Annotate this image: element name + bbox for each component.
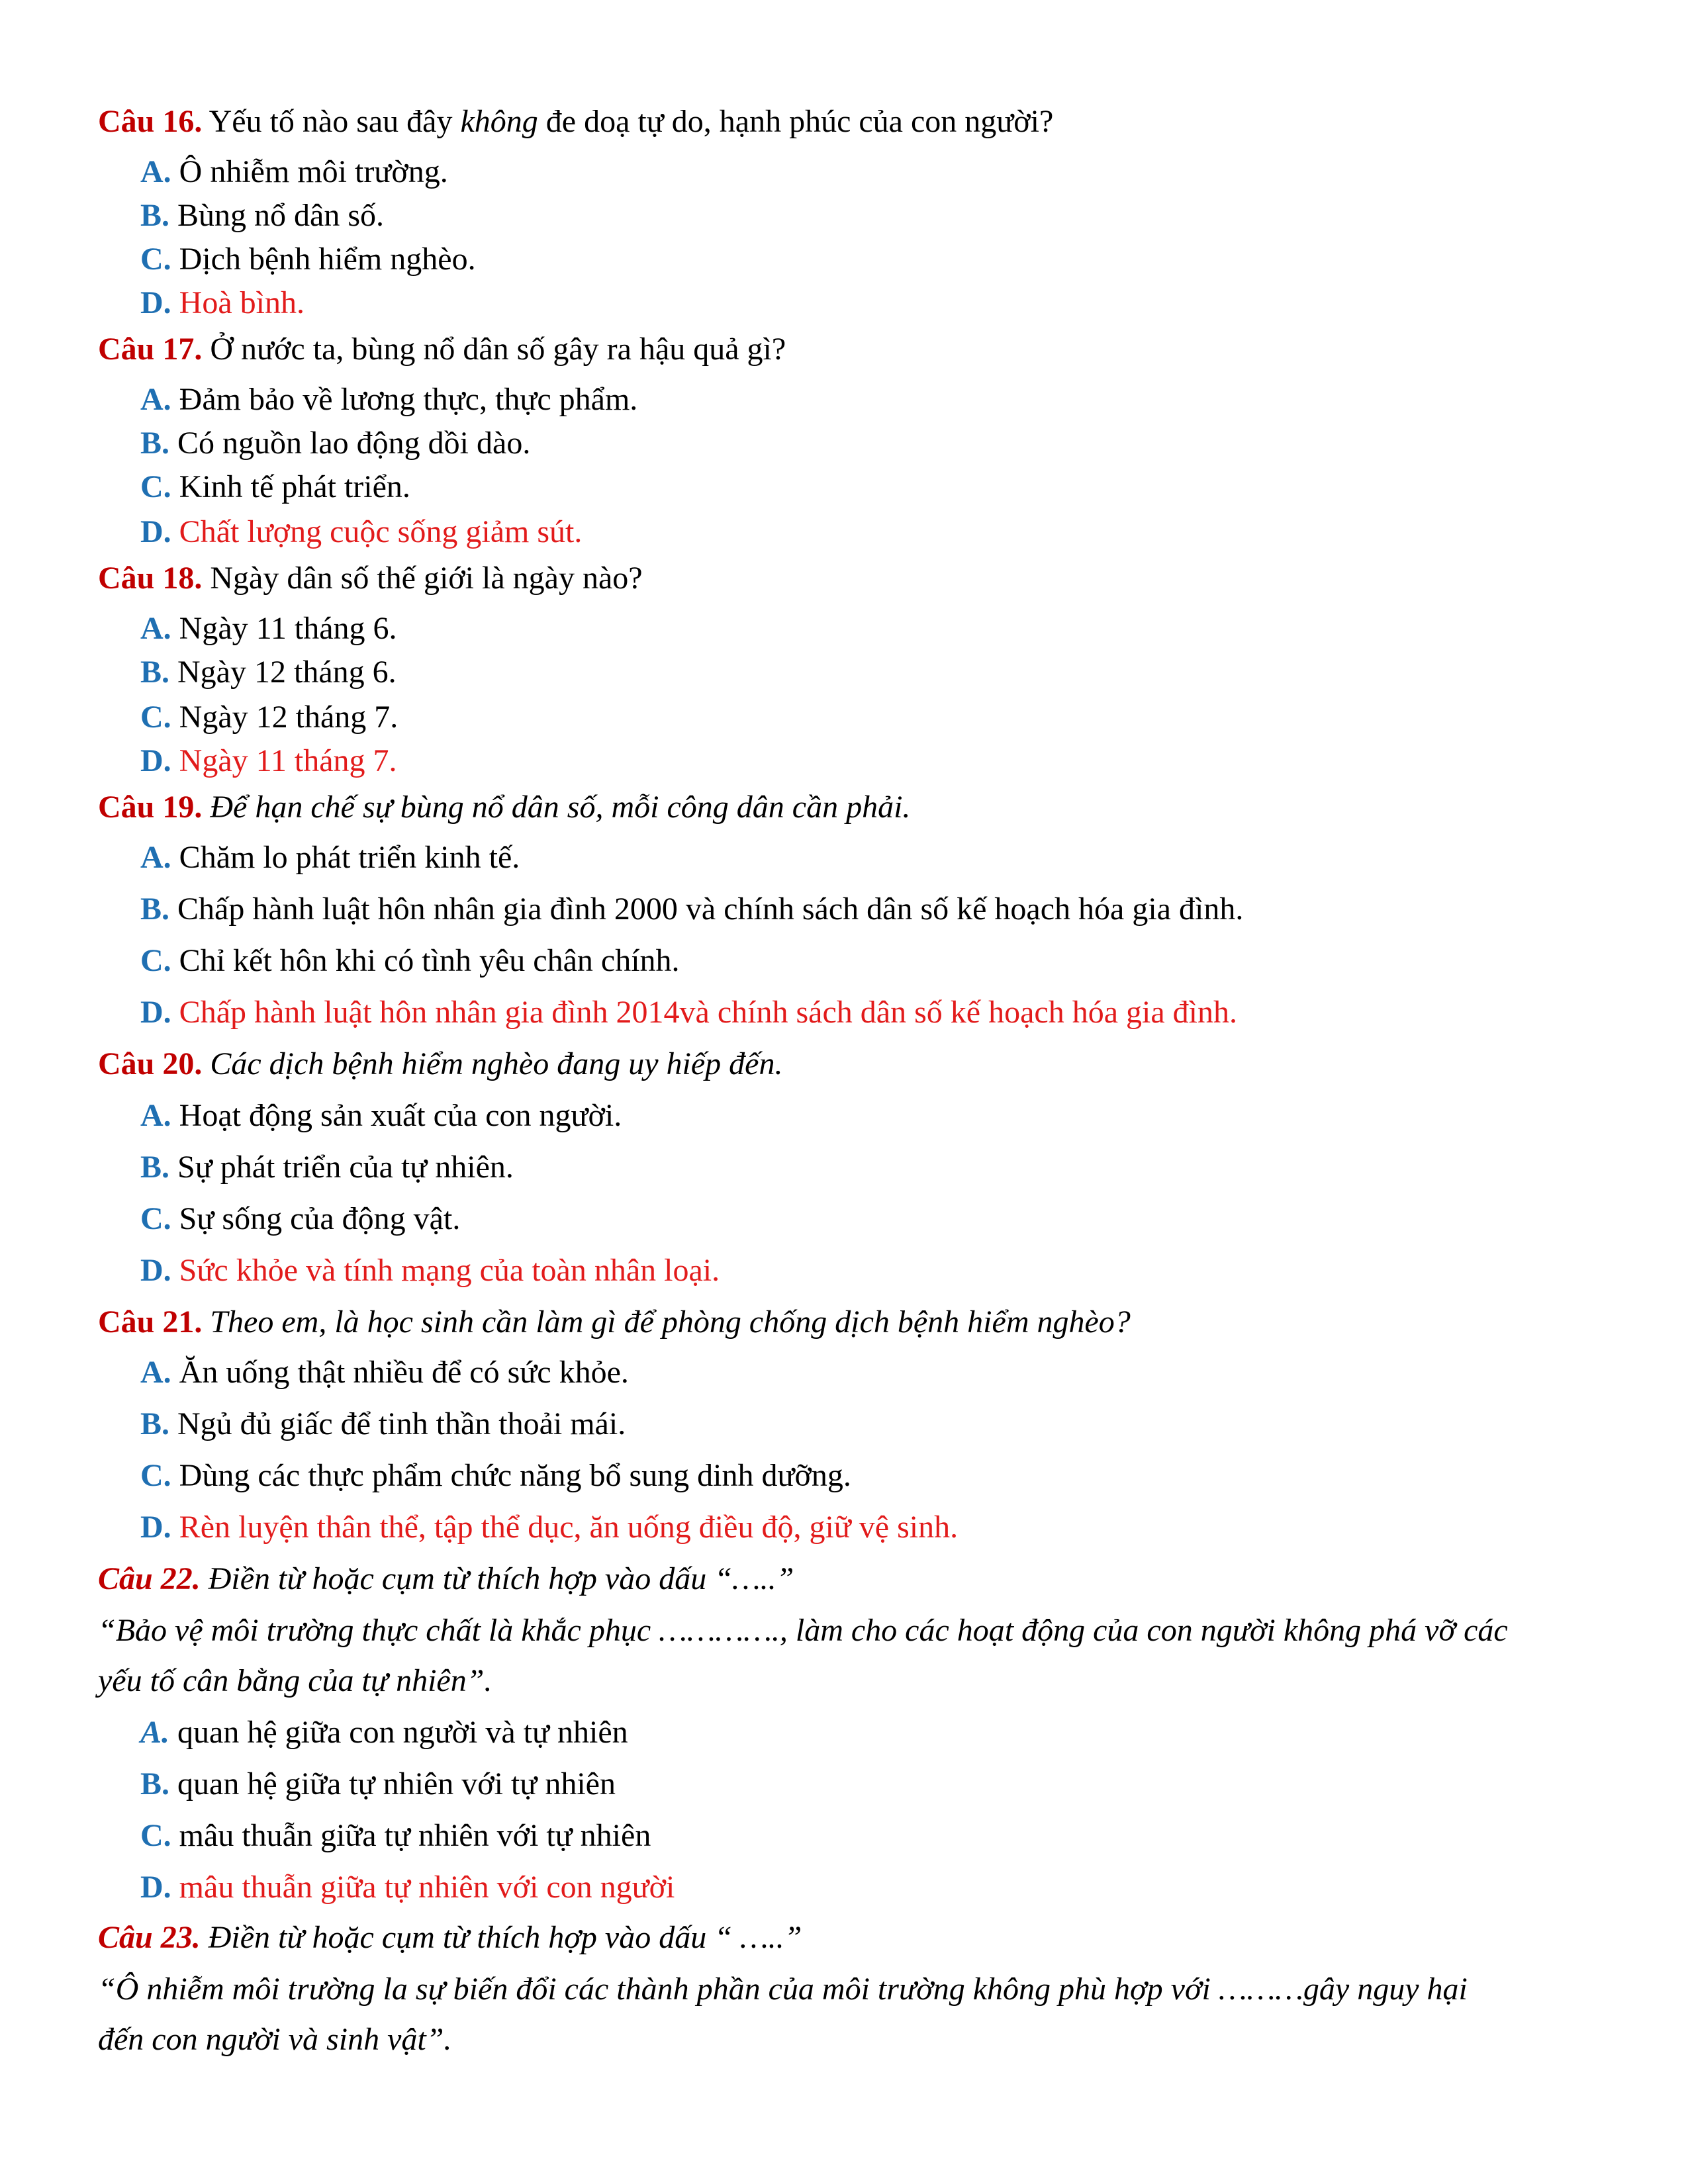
option-d-answer <box>140 516 582 548</box>
option-letter: C. <box>140 943 171 978</box>
question-16 <box>98 106 1053 138</box>
option-text: quan hệ giữa tự nhiên với tự nhiên <box>169 1766 616 1801</box>
question-17 <box>98 334 786 365</box>
question-label: Câu 17. <box>98 332 203 367</box>
question-18 <box>98 563 643 594</box>
option-text: Bùng nổ dân số. <box>169 198 385 233</box>
option-letter: A. <box>140 1098 171 1133</box>
option-text: Dùng các thực phẩm chức năng bổ sung dinh dưỡng. <box>171 1458 851 1493</box>
option-letter: C. <box>140 242 171 277</box>
question-text: Theo em, là học sinh cần làm gì để phòng chống dịch bệnh hiểm nghèo? <box>202 1304 1131 1340</box>
question-label: Câu 21. <box>98 1304 203 1340</box>
option-text: Dịch bệnh hiểm nghèo. <box>171 242 476 277</box>
option-letter: A. <box>140 1355 171 1390</box>
option-text: Chăm lo phát triển kinh tế. <box>171 840 520 875</box>
option-c <box>140 702 398 733</box>
option-letter: C. <box>140 1818 171 1853</box>
option-text: Ngày 12 tháng 7. <box>171 700 399 735</box>
question-text: đe doạ tự do, hạnh phúc của con người? <box>538 104 1054 139</box>
option-text: Kinh tế phát triển. <box>171 469 410 504</box>
option-a <box>140 1100 622 1132</box>
question-20 <box>98 1048 782 1080</box>
option-b <box>140 200 384 232</box>
question-text-emphasis: không <box>460 104 538 139</box>
option-text: Chỉ kết hôn khi có tình yêu chân chính. <box>171 943 680 978</box>
question-23 <box>98 1922 802 1954</box>
option-letter: D. <box>140 514 171 549</box>
option-b <box>140 1152 514 1183</box>
question-text: Các dịch bệnh hiểm nghèo đang uy hiếp đến. <box>202 1046 783 1081</box>
option-text: Sức khỏe và tính mạng của toàn nhân loại. <box>171 1253 720 1288</box>
option-letter: B. <box>140 655 170 690</box>
question-label: Câu 23. <box>98 1920 201 1955</box>
option-letter: D. <box>140 995 171 1030</box>
option-a <box>140 384 637 416</box>
option-a <box>140 156 448 188</box>
question-label: Câu 22. <box>98 1561 201 1596</box>
option-letter: C. <box>140 469 171 504</box>
option-letter: B. <box>140 1406 170 1441</box>
question-label: Câu 19. <box>98 790 203 825</box>
option-text: mâu thuẫn giữa tự nhiên với tự nhiên <box>171 1818 651 1853</box>
question-label: Câu 18. <box>98 561 203 596</box>
option-text: Chất lượng cuộc sống giảm sút. <box>171 514 583 549</box>
option-text: Ô nhiễm môi trường. <box>171 154 448 189</box>
option-letter: A. <box>140 154 171 189</box>
option-text: Ngủ đủ giấc để tinh thần thoải mái. <box>169 1406 626 1441</box>
option-text: Ngày 12 tháng 6. <box>169 655 397 690</box>
option-text: Sự sống của động vật. <box>171 1201 461 1236</box>
option-letter: B. <box>140 198 170 233</box>
option-c <box>140 945 680 977</box>
question-text: Yếu tố nào sau đây <box>202 104 461 139</box>
option-d-answer <box>140 1255 720 1287</box>
option-letter: A. <box>140 611 171 646</box>
option-text: Sự phát triển của tự nhiên. <box>169 1150 514 1185</box>
question-21 <box>98 1306 1131 1338</box>
option-text: Ngày 11 tháng 6. <box>171 611 397 646</box>
option-c <box>140 244 476 275</box>
option-text: quan hệ giữa con người và tự nhiên <box>169 1715 628 1750</box>
option-b <box>140 1408 626 1440</box>
option-letter: D. <box>140 285 171 320</box>
option-letter: A. <box>140 840 171 875</box>
option-a <box>140 613 397 645</box>
option-letter: C. <box>140 700 171 735</box>
question-text: Điền từ hoặc cụm từ thích hợp vào dấu “ …..” <box>200 1920 802 1955</box>
option-b <box>140 428 530 459</box>
option-c <box>140 471 410 503</box>
option-letter: C. <box>140 1201 171 1236</box>
option-letter: B. <box>140 891 170 927</box>
option-a <box>140 842 520 874</box>
option-letter: D. <box>140 1870 171 1905</box>
quote-line: đến con người và sinh vật”. <box>98 2022 452 2057</box>
option-letter: C. <box>140 1458 171 1493</box>
question-text: Để hạn chế sự bùng nổ dân số, mỗi công dân cần phải. <box>202 790 911 825</box>
option-letter: A. <box>140 1715 170 1750</box>
question-text: Điền từ hoặc cụm từ thích hợp vào dấu “…..” <box>200 1561 794 1596</box>
question-19 <box>98 792 910 823</box>
option-text: mâu thuẫn giữa tự nhiên với con người <box>171 1870 675 1905</box>
option-text: Có nguồn lao động dồi dào. <box>169 426 531 461</box>
option-a <box>140 1717 628 1749</box>
option-text: Hoà bình. <box>171 285 305 320</box>
question-text: Ở nước ta, bùng nổ dân số gây ra hậu quả gì? <box>202 332 786 367</box>
option-letter: B. <box>140 1150 170 1185</box>
option-text: Rèn luyện thân thể, tập thể dục, ăn uống điều độ, giữ vệ sinh. <box>171 1510 959 1545</box>
option-text: Chấp hành luật hôn nhân gia đình 2000 và chính sách dân số kế hoạch hóa gia đình. <box>169 891 1244 927</box>
option-b <box>140 657 397 688</box>
option-b <box>140 1768 616 1800</box>
option-letter: D. <box>140 1253 171 1288</box>
option-letter: B. <box>140 1766 170 1801</box>
option-c <box>140 1203 460 1235</box>
option-d-answer <box>140 1872 675 1903</box>
option-b <box>140 893 1243 925</box>
quote-line: yếu tố cân bằng của tự nhiên”. <box>98 1663 492 1698</box>
question-text: Ngày dân số thế giới là ngày nào? <box>202 561 643 596</box>
option-c <box>140 1460 851 1492</box>
option-text: Ăn uống thật nhiều để có sức khỏe. <box>171 1355 629 1390</box>
quote-line: “Bảo vệ môi trường thực chất là khắc phục …………., làm cho các hoạt động của con người không phá vỡ các <box>98 1613 1508 1648</box>
option-text: Đảm bảo về lương thực, thực phẩm. <box>171 382 638 417</box>
option-text: Ngày 11 tháng 7. <box>171 743 397 778</box>
option-letter: D. <box>140 743 171 778</box>
option-d-answer <box>140 745 397 777</box>
option-letter: B. <box>140 426 170 461</box>
option-d-answer <box>140 287 305 319</box>
option-d-answer <box>140 1512 958 1543</box>
quote-line: “Ô nhiễm môi trường la sự biến đổi các thành phần của môi trường không phù hợp với ………gây nguy hại <box>98 1972 1468 2007</box>
option-letter: A. <box>140 382 171 417</box>
question-label: Câu 16. <box>98 104 203 139</box>
option-letter: D. <box>140 1510 171 1545</box>
option-text: Chấp hành luật hôn nhân gia đình 2014và chính sách dân số kế hoạch hóa gia đình. <box>171 995 1237 1030</box>
option-text: Hoạt động sản xuất của con người. <box>171 1098 622 1133</box>
option-d-answer <box>140 997 1237 1028</box>
question-22 <box>98 1563 794 1595</box>
question-label: Câu 20. <box>98 1046 203 1081</box>
option-a <box>140 1357 629 1388</box>
option-c <box>140 1820 651 1852</box>
